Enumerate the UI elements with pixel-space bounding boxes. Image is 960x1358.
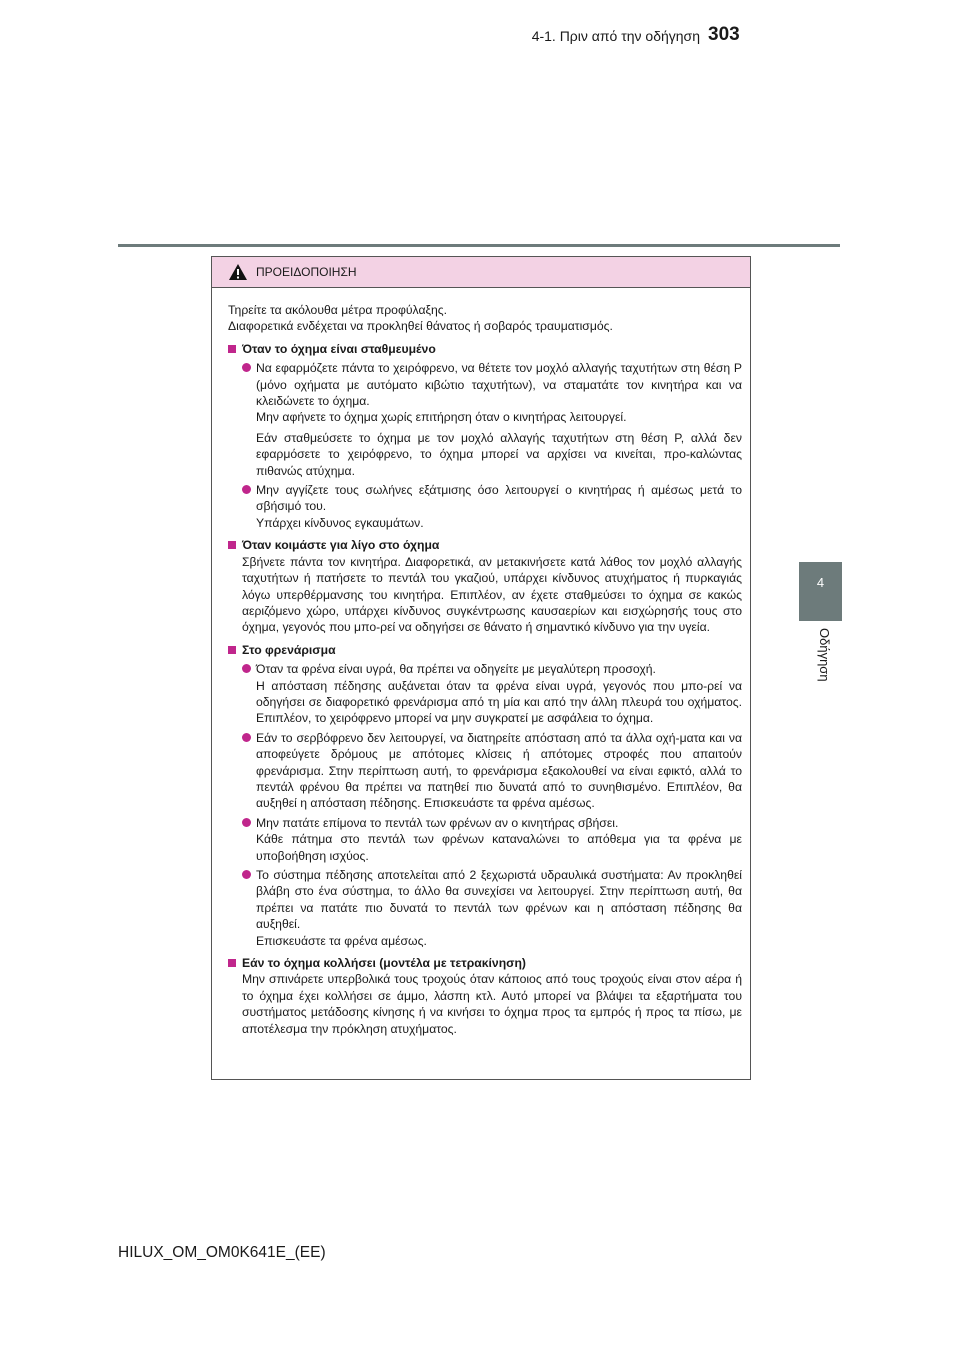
document-code: HILUX_OM_OM0K641E_(EE) [118, 1244, 326, 1261]
warning-intro: Τηρείτε τα ακόλουθα μέτρα προφύλαξης. [228, 303, 447, 317]
section-title: 4-1. Πριν από την οδήγηση [531, 28, 700, 44]
square-bullet-icon [228, 345, 236, 353]
section-text: Μην σπινάρετε υπερβολικά τους τροχούς όταν κάποιος από τους τροχούς είναι στον αέρα ή το όχημα έχει κολλήσει σε άμμο, λάσπη κτλ. Αυτό μπορεί να βλάψει τα εξαρτήματα του συστήματος μετάδοσης κίνησης ή να κινήσει το όχημα προς τα εμπρός ή προς τα πίσω, με αποτέλεσμα την πρόκληση ατυχήματος. [242, 972, 742, 1036]
bullet-text: Μην αγγίζετε τους σωλήνες εξάτμισης όσο λειτουργεί ο κινητήρας ή αμέσως μετά το σβήσιμό του. [256, 483, 742, 514]
bullet-text: Υπάρχει κίνδυνος εγκαυμάτων. [256, 515, 424, 530]
warning-intro: Διαφορετικά ενδέχεται να προκληθεί θάνατος ή σοβαρός τραυματισμός. [228, 319, 613, 334]
chapter-number: 4 [816, 575, 825, 590]
square-bullet-icon [228, 959, 236, 967]
bullet-text: Κάθε πάτημα στο πεντάλ των φρένων καταναλώνει το απόθεμα για τα φρένα με υποβοήθηση ισχύος. [256, 832, 742, 863]
bullet-text: Το σύστημα πέδησης αποτελείται από 2 ξεχωριστά υδραυλικά συστήματα: Αν προκληθεί βλάβη στο ένα σύστημα, το άλλο θα συνεχίσει να λειτουργεί. Στην περίπτωση αυτή, θα πρέπει να πατάτε πιο δυνατά το πεντάλ των φρένων και η απόσταση πέδησης θα αυξηθεί. [256, 868, 742, 932]
header-rule [118, 244, 840, 247]
circle-bullet-icon [242, 818, 251, 827]
chapter-tab [799, 562, 842, 621]
section-heading: Εάν το όχημα κολλήσει (μοντέλα με τετρακίνηση) [242, 956, 526, 971]
chapter-label: Οδήγηση [817, 628, 832, 682]
bullet-text: Εάν το σερβόφρενο δεν λειτουργεί, να διατηρείτε απόσταση από τα άλλα οχή-ματα και να αποφεύγετε δρόμους με απότομες κλίσεις ή απότομες στροφές που απαιτούν φρενάρισμα. Στην περίπτωση αυτή, το φρενάρισμα εξακολουθεί να είναι εφικτό, αλλά το πεντάλ φρένου θα πρέπει να πατηθεί πιο δυνατά από το συνηθισμένο. Επιπλέον, θα αυξηθεί η απόσταση πέδησης. Επισκευάστε τα φρένα αμέσως. [256, 730, 742, 811]
bullet-item [242, 730, 742, 812]
circle-bullet-icon [242, 363, 251, 372]
warning-title: ΠΡΟΕΙΔΟΠΟΙΗΣΗ [256, 265, 357, 279]
circle-bullet-icon [242, 485, 251, 494]
warning-section [228, 537, 742, 635]
page-number: 303 [708, 24, 740, 45]
warning-section [228, 642, 742, 949]
warning-section [228, 341, 742, 531]
bullet-item [242, 482, 742, 531]
bullet-text: Η απόσταση πέδησης αυξάνεται όταν τα φρένα είναι υγρά, γεγονός που μπο-ρεί να οδηγήσει σε διαφορετικό φρενάρισμα από τη μία και από την άλλη πλευρά του οχήματος. Επιπλέον, το χειρόφρενο μπορεί να μην συγκρατεί με ασφάλεια το όχημα. [256, 678, 742, 726]
square-bullet-icon [228, 541, 236, 549]
bullet-text: Μην αφήνετε το όχημα χωρίς επιτήρηση όταν ο κινητήρας λειτουργεί. [256, 410, 627, 425]
bullet-text: Όταν τα φρένα είναι υγρά, θα πρέπει να οδηγείτε με μεγαλύτερη προσοχή. [256, 662, 656, 677]
bullet-item [242, 867, 742, 949]
bullet-item [242, 661, 742, 727]
bullet-text: Να εφαρμόζετε πάντα το χειρόφρενο, να θέτετε τον μοχλό αλλαγής ταχυτήτων στη θέση P (μόνο οχήματα με αυτόματο κιβώτιο ταχυτήτων), να σταματάτε τον κινητήρα και να κλειδώνετε το όχημα. [256, 361, 742, 409]
bullet-text: Εάν σταθμεύσετε το όχημα με τον μοχλό αλλαγής ταχυτήτων στη θέση P, αλλά δεν εφαρμόσετε το χειρόφρενο, το όχημα μπορεί να αρχίσει να κινείται, προ-καλώντας πιθανώς ατύχημα. [256, 430, 742, 478]
bullet-text: Μην πατάτε επίμονα το πεντάλ των φρένων αν ο κινητήρας σβήσει. [256, 815, 619, 830]
section-heading: Στο φρενάρισμα [242, 642, 336, 657]
section-text: Σβήνετε πάντα τον κινητήρα. Διαφορετικά, αν μετακινήσετε κατά λάθος τον μοχλό αλλαγής ταχυτήτων ή πατήσετε το πεντάλ του γκαζιού, υπάρχει κίνδυνος ατυχήματος ή πυρκαγιάς λόγω υπερθέρμανσης του κινητήρα. Επιπλέον, αν έχετε σταθμεύσει το όχημα σε κακώς αεριζόμενο χώρο, υπάρχει κίνδυνος συγκέντρωσης καυσαερίων και εισχώρησής τους στο όχημα, γεγονός που μπο-ρεί να οδηγήσει σε θάνατο ή σημαντικό κίνδυνο για την υγεία. [242, 554, 742, 635]
circle-bullet-icon [242, 664, 251, 673]
circle-bullet-icon [242, 870, 251, 879]
square-bullet-icon [228, 646, 236, 654]
section-heading: Όταν το όχημα είναι σταθμευμένο [242, 341, 436, 356]
warning-section [228, 955, 742, 1037]
warning-box [211, 256, 751, 1080]
warning-triangle-icon [228, 263, 248, 281]
warning-header [212, 257, 750, 288]
circle-bullet-icon [242, 733, 251, 742]
section-heading: Όταν κοιμάστε για λίγο στο όχημα [242, 538, 440, 553]
bullet-text: Επισκευάστε τα φρένα αμέσως. [256, 933, 427, 948]
warning-body [212, 288, 750, 1037]
bullet-item [242, 360, 742, 479]
bullet-item [242, 815, 742, 864]
